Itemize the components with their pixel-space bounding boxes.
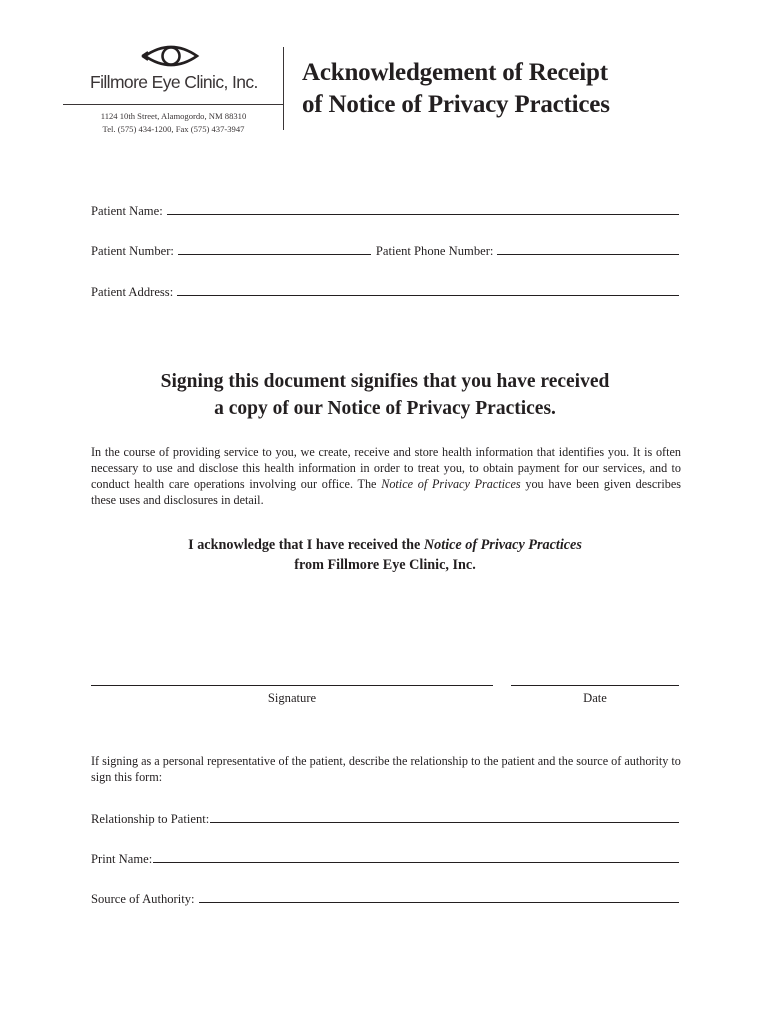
relationship-field[interactable] (210, 821, 679, 823)
acknowledgement-line-2: from Fillmore Eye Clinic, Inc. (294, 557, 476, 573)
clinic-name: Fillmore Eye Clinic, Inc. (90, 72, 258, 92)
signing-statement-line-2: a copy of our Notice of Privacy Practices. (214, 398, 556, 419)
acknowledgement-emphasis: Notice of Privacy Practices (423, 537, 582, 553)
clinic-address: 1124 10th Street, Alamogordo, NM 88310 (100, 111, 247, 121)
representative-instructions: If signing as a personal representative of the patient, describe the relationship to the patient and the source of authority to sign this form: (91, 754, 681, 784)
patient-number-label: Patient Number: (91, 244, 174, 258)
title-line-1: Acknowledgement of Receipt (302, 59, 608, 86)
print-name-label: Print Name: (91, 852, 153, 866)
patient-number-row (91, 241, 679, 259)
authority-row (91, 889, 679, 907)
signature-label: Signature (267, 691, 317, 705)
date-field[interactable] (511, 685, 679, 686)
patient-address-row (91, 282, 679, 300)
patient-address-field[interactable] (177, 294, 679, 296)
authority-field[interactable] (199, 901, 679, 903)
explanation-text-1: In the course of providing service to you, we create, receive and store health information that identifies you. It is often necessary to use and disclose this health information in order to treat you, to obtain payment for our services, and to conduct health care operations involving our office. The (91, 445, 681, 491)
patient-phone-field[interactable] (497, 253, 679, 255)
explanation-emphasis: Notice of Privacy Practices (381, 477, 521, 491)
patient-phone-label: Patient Phone Number: (375, 244, 494, 258)
patient-name-field[interactable] (167, 213, 679, 215)
document-title (302, 57, 742, 121)
patient-name-label: Patient Name: (91, 204, 163, 218)
signature-field[interactable] (91, 685, 493, 686)
acknowledgement-statement (60, 535, 710, 575)
header-divider (63, 104, 283, 105)
patient-number-field[interactable] (178, 253, 371, 255)
print-name-field[interactable] (153, 861, 679, 863)
title-line-2: of Notice of Privacy Practices (302, 91, 610, 118)
patient-address-label: Patient Address: (91, 285, 174, 299)
print-name-row (91, 849, 679, 867)
relationship-row (91, 809, 679, 827)
acknowledgement-prefix: I acknowledge that I have received the (188, 537, 424, 553)
signing-statement (60, 368, 710, 422)
relationship-label: Relationship to Patient: (91, 812, 210, 826)
signing-statement-line-1: Signing this document signifies that you have received (160, 371, 610, 392)
privacy-explanation (91, 444, 681, 508)
explanation-text-2: you have been given describes these uses and disclosures in detail. (91, 477, 681, 507)
patient-name-row (91, 201, 679, 219)
authority-label: Source of Authority: (91, 892, 195, 906)
clinic-phone: Tel. (575) 434-1200, Fax (575) 437-3947 (102, 124, 245, 134)
date-label: Date (583, 691, 607, 705)
